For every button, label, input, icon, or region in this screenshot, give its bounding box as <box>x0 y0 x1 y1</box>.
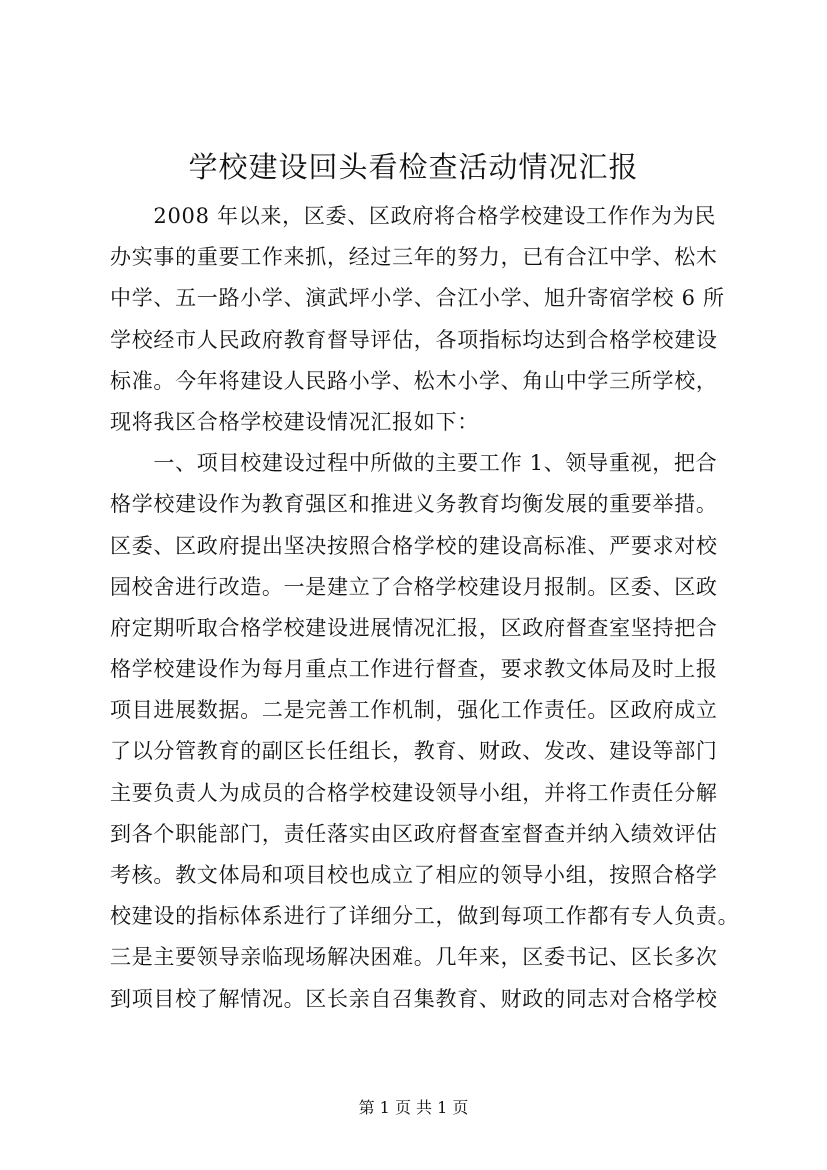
body-line: 区委、区政府提出坚决按照合格学校的建设高标准、严要求对校 <box>110 533 718 558</box>
body-line: 三是主要领导亲临现场解决困难。几年来，区委书记、区长多次 <box>110 945 718 970</box>
page-number: 第 1 页 共 1 页 <box>358 1098 469 1117</box>
body-line: 到项目校了解情况。区长亲自召集教育、财政的同志对合格学校 <box>110 986 718 1011</box>
body-line: 2008 年以来，区委、区政府将合格学校建设工作作为为民 <box>110 204 717 228</box>
body-line: 标准。今年将建设人民路小学、松木小学、角山中学三所学校， <box>110 368 718 393</box>
body-line: 主要负责人为成员的合格学校建设领导小组，并将工作责任分解 <box>110 780 718 805</box>
body-line: 考核。教文体局和项目校也成立了相应的领导小组，按照合格学 <box>110 863 718 887</box>
body-line: 了以分管教育的副区长任组长，教育、财政、发改、建设等部门 <box>110 739 718 764</box>
body-line: 格学校建设作为教育强区和推进义务教育均衡发展的重要举措。 <box>110 492 718 517</box>
body-line: 格学校建设作为每月重点工作进行督查，要求教文体局及时上报 <box>110 657 718 682</box>
document-body <box>110 196 740 1020</box>
body-line: 办实事的重要工作来抓，经过三年的努力，已有合江中学、松木 <box>110 245 718 270</box>
body-line: 中学、五一路小学、演武坪小学、合江小学、旭升寄宿学校 6 所 <box>110 286 725 311</box>
body-line: 项目进展数据。二是完善工作机制，强化工作责任。区政府成立 <box>110 698 718 723</box>
body-line: 现将我区合格学校建设情况汇报如下： <box>110 409 479 434</box>
document-title: 学校建设回头看检查活动情况汇报 <box>188 150 639 184</box>
body-line: 园校舍进行改造。一是建立了合格学校建设月报制。区委、区政 <box>110 574 718 599</box>
body-line: 一、项目校建设过程中所做的主要工作 1、领导重视，把合 <box>110 451 718 476</box>
body-line: 府定期听取合格学校建设进展情况汇报，区政府督查室坚持把合 <box>110 615 718 640</box>
body-line: 到各个职能部门，责任落实由区政府督查室督查并纳入绩效评估 <box>110 821 718 846</box>
body-line: 学校经市人民政府教育督导评估，各项指标均达到合格学校建设 <box>110 327 718 352</box>
body-line: 校建设的指标体系进行了详细分工，做到每项工作都有专人负责。 <box>110 904 740 929</box>
